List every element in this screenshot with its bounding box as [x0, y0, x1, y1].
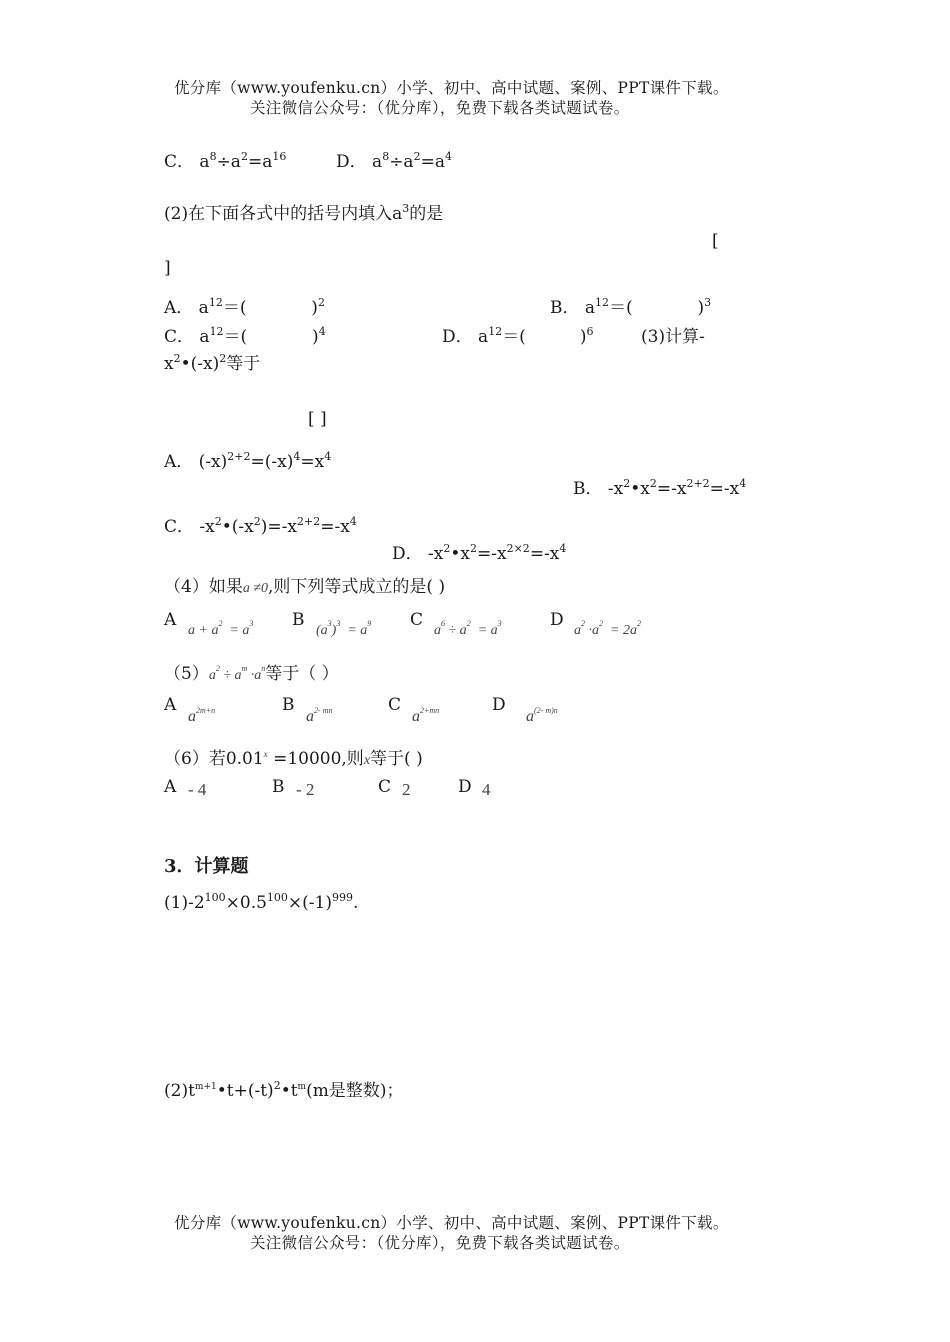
- q2-stem: (2)在下面各式中的括号内填入$a^3$的是: [164, 202, 444, 224]
- section-3-title: 3．计算题: [164, 856, 249, 877]
- q6-option-b-value: - 2: [296, 780, 315, 799]
- q5-option-b-label: B: [282, 695, 295, 715]
- q3-option-d: D． $-x^2•x^2=-x^{2\times 2}=-x^4$: [392, 542, 567, 564]
- q4-option-a-label: A: [164, 610, 177, 630]
- q1-option-c: C． $a^8\div a^2=a^{16}$: [164, 150, 287, 172]
- q4-option-b-label: B: [292, 610, 305, 630]
- q3-stem-expression: $x^2•(-x)^2$等于: [164, 352, 261, 374]
- q3-option-a: A． $(-x)^{2+2}=(-x)^4=x^4$: [164, 450, 332, 472]
- q6-option-d-label: D: [458, 777, 472, 797]
- footer-line-1: 优分库（www.youfenku.cn）小学、初中、高中试题、案例、PPT课件下载。: [174, 1214, 729, 1232]
- q6-option-d-value: 4: [482, 780, 491, 799]
- q5-stem: $(5)a^2 \div a^m \cdot a^n$等于（ ）: [164, 664, 339, 684]
- q4-stem: （4）如果a ≠0,则下列等式成立的是( ): [164, 577, 446, 597]
- q5-option-d-label: D: [492, 695, 506, 715]
- q3-stem: (3)计算-: [641, 327, 705, 347]
- header-line-1: 优分库（www.youfenku.cn）小学、初中、高中试题、案例、PPT课件下载。: [174, 79, 729, 97]
- q5-option-a-formula: $a^{2m+n}$: [188, 706, 216, 725]
- q4-option-c-formula: $a^6 \div a^2 = a^3$: [434, 619, 502, 638]
- section-3-problem-2: $(2)t^{m+1}•t+(-t)^2•t^m(m$是整数)；: [164, 1079, 404, 1101]
- q2-option-b: B． $a^{12}=$( )$^3$: [550, 296, 712, 318]
- q2-option-d: D． $a^{12}=$( )$^6$: [442, 325, 594, 347]
- q2-option-a: A． $a^{12}=$( )$^2$: [164, 296, 325, 318]
- q6-option-a-label: A: [164, 777, 177, 797]
- q2-bracket-close: ]: [164, 258, 171, 278]
- q4-option-a-formula: $a + a^2 = a^3$: [188, 619, 254, 638]
- q5-option-b-formula: $a^{2- mn}$: [306, 706, 333, 725]
- section-3-problem-1: $(1)-2^{100}\times 0.5^{100}\times(-1)^{999}$.: [164, 891, 359, 913]
- q5-option-c-formula: $a^{2+mn}$: [412, 706, 440, 725]
- q4-option-b-formula: $(a^3)^3 = a^9$: [316, 619, 372, 638]
- q4-option-d-formula: $a^2 \cdot a^2 = 2a^2$: [574, 619, 641, 638]
- q6-stem: （6）若0.01$^x$ =10000,则x等于( ): [164, 749, 423, 769]
- q5-option-d-formula: $a^{(2- m)n}$: [526, 706, 558, 725]
- q6-option-c-label: C: [378, 777, 392, 797]
- q2-bracket-open: [: [712, 231, 719, 251]
- q3-bracket: [ ]: [308, 409, 327, 429]
- q3-option-c: C． $-x^2•(-x^2)=-x^{2+2}=-x^4$: [164, 515, 357, 537]
- header-line-2: 关注微信公众号：（优分库），免费下载各类试题试卷。: [250, 99, 630, 117]
- q4-option-d-label: D: [550, 610, 564, 630]
- q6-option-b-label: B: [272, 777, 285, 797]
- q5-option-a-label: A: [164, 695, 177, 715]
- q3-option-b: B． $-x^2•x^2=-x^{2+2}=-x^4$: [573, 477, 747, 499]
- q4-option-c-label: C: [410, 610, 424, 630]
- footer-line-2: 关注微信公众号：（优分库），免费下载各类试题试卷。: [250, 1234, 630, 1252]
- q6-option-a-value: - 4: [188, 780, 207, 799]
- q6-option-c-value: 2: [402, 780, 411, 799]
- q5-option-c-label: C: [388, 695, 402, 715]
- q2-option-c: C． $a^{12}=$( )$^4$: [164, 325, 326, 347]
- q1-option-d: D． $a^8\div a^2=a^4$: [336, 150, 452, 172]
